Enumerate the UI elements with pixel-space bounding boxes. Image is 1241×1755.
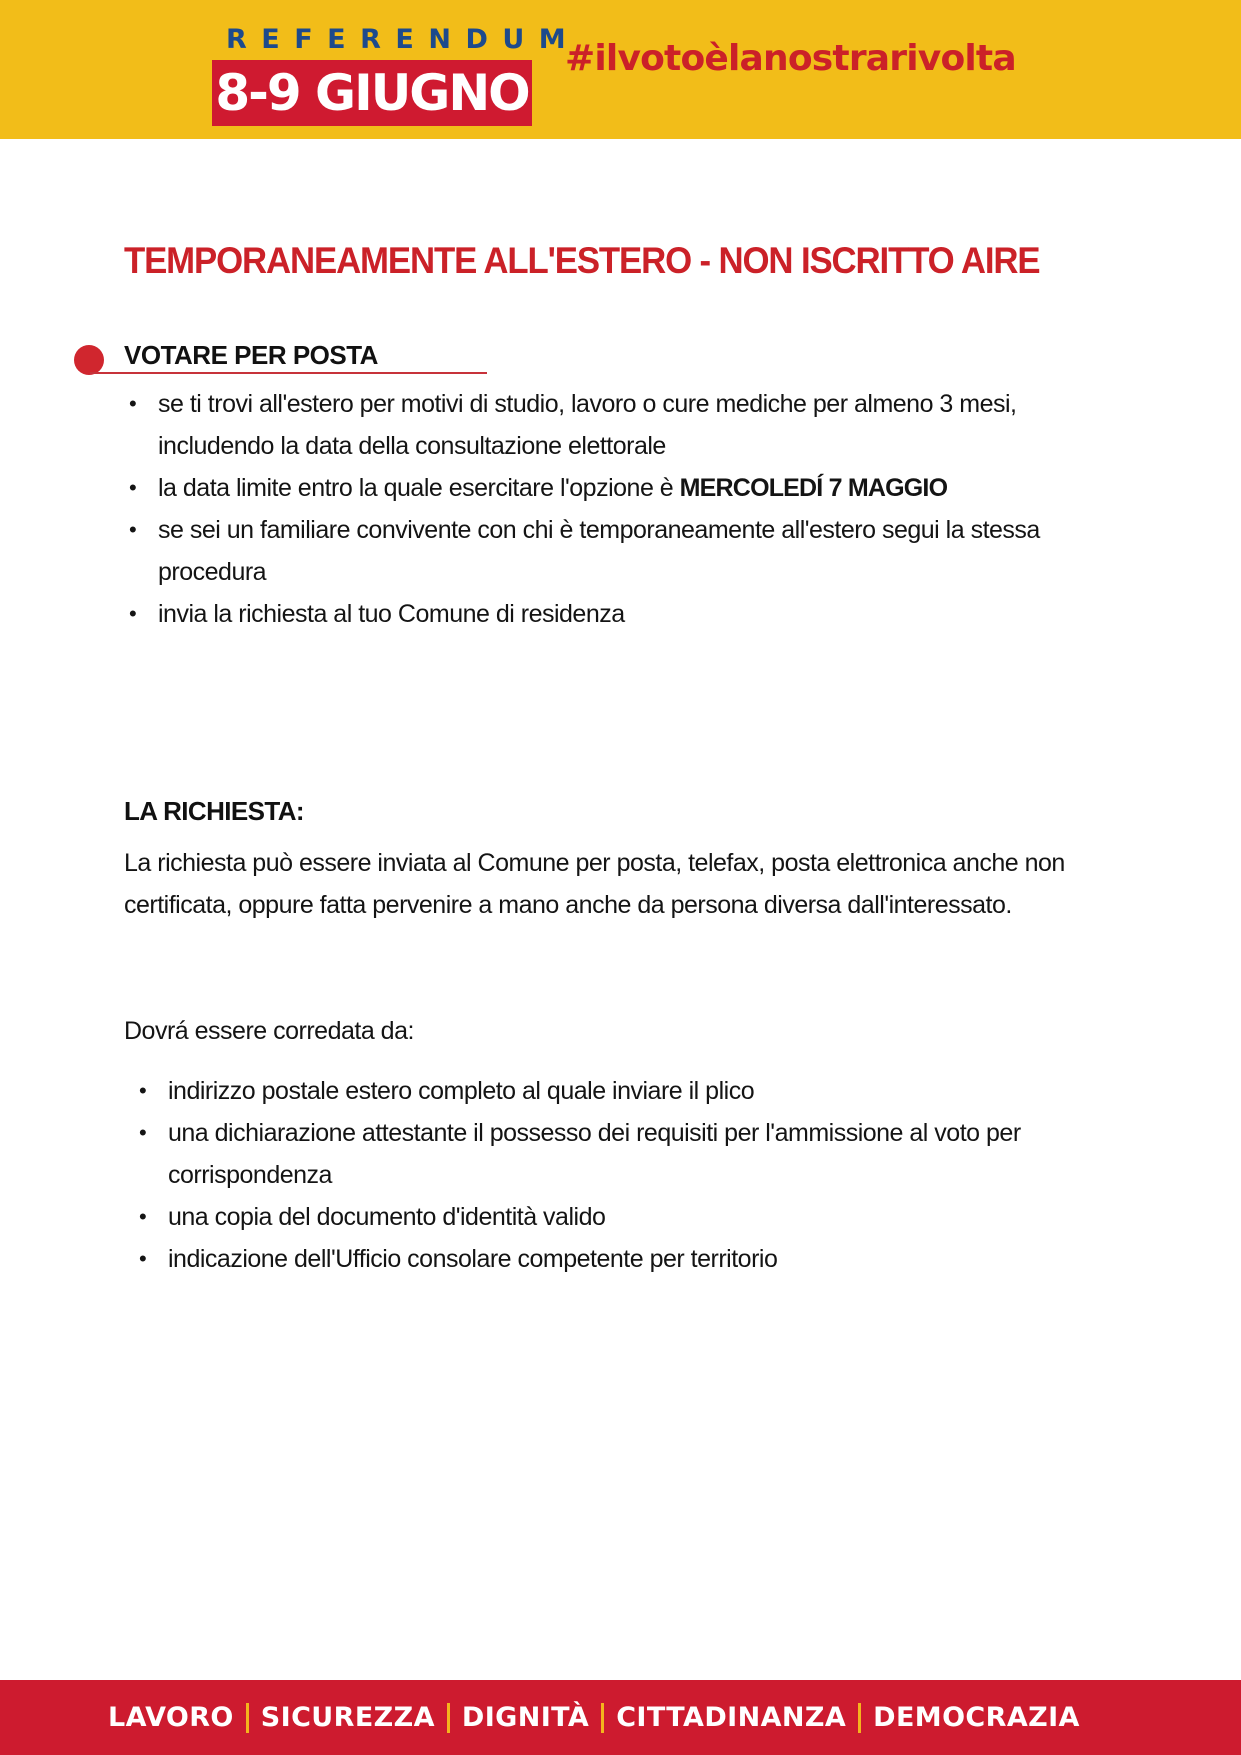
referendum-logo	[212, 22, 581, 128]
page-title: TEMPORANEAMENTE ALL'ESTERO - NON ISCRITTO AIRE	[124, 240, 1040, 281]
footer-separator	[858, 1703, 861, 1733]
section-heading-label: VOTARE PER POSTA	[124, 340, 378, 370]
footer-value: CITTADINANZA	[616, 1702, 847, 1733]
list-item	[124, 383, 1084, 467]
required-documents-list	[134, 1070, 1094, 1280]
voting-conditions-list	[124, 383, 1084, 635]
request-paragraph: La richiesta può essere inviata al Comune per posta, telefax, posta elettronica anche non certificata, oppure fatta pervenire a mano anche da persona diversa dall'interessato.	[124, 849, 1065, 919]
red-dot-icon	[74, 345, 104, 375]
list-item	[124, 467, 1084, 509]
list-item	[124, 593, 1084, 635]
footer-separator	[601, 1703, 604, 1733]
footer-value: LAVORO	[108, 1702, 234, 1733]
request-intro: Dovrá essere corredata da:	[124, 1017, 414, 1045]
list-item: • indirizzo postale estero completo al quale inviare il plico	[134, 1070, 1094, 1112]
list-item: • una copia del documento d'identità valido	[134, 1196, 1094, 1238]
footer-value: SICUREZZA	[260, 1702, 435, 1733]
section-underline-divider	[90, 372, 487, 374]
footer-banner	[0, 1680, 1241, 1755]
list-item-text: se ti trovi all'estero per motivi di studio, lavoro o cure mediche per almeno 3 mesi, includendo la data della consultazione elettorale	[158, 390, 1017, 460]
header-banner	[0, 0, 1241, 139]
list-item-text: la data limite entro la quale esercitare l'opzione è	[158, 474, 680, 502]
list-item-text: invia la richiesta al tuo Comune di residenza	[158, 600, 625, 628]
logo-referendum-text: REFERENDUM	[226, 24, 581, 55]
list-item	[124, 509, 1084, 593]
footer-separator	[447, 1703, 450, 1733]
footer-value: DEMOCRAZIA	[873, 1702, 1080, 1733]
footer-value: DIGNITÀ	[461, 1702, 590, 1733]
footer-values	[108, 1680, 1080, 1755]
request-heading: LA RICHIESTA:	[124, 796, 304, 826]
footer-separator	[246, 1703, 249, 1733]
list-item: • indicazione dell'Ufficio consolare competente per territorio	[134, 1238, 1094, 1280]
section-heading-votare-per-posta	[72, 336, 487, 376]
campaign-hashtag: #ilvotoèlanostrarivolta	[565, 38, 1016, 79]
deadline-date: MERCOLEDÍ 7 MAGGIO	[679, 474, 948, 502]
list-item: • una dichiarazione attestante il possesso dei requisiti per l'ammissione al voto per corrispondenza	[134, 1112, 1094, 1196]
logo-date-badge: 8-9 GIUGNO	[212, 60, 532, 126]
list-item-text: se sei un familiare convivente con chi è temporaneamente all'estero segui la stessa procedura	[158, 516, 1040, 586]
